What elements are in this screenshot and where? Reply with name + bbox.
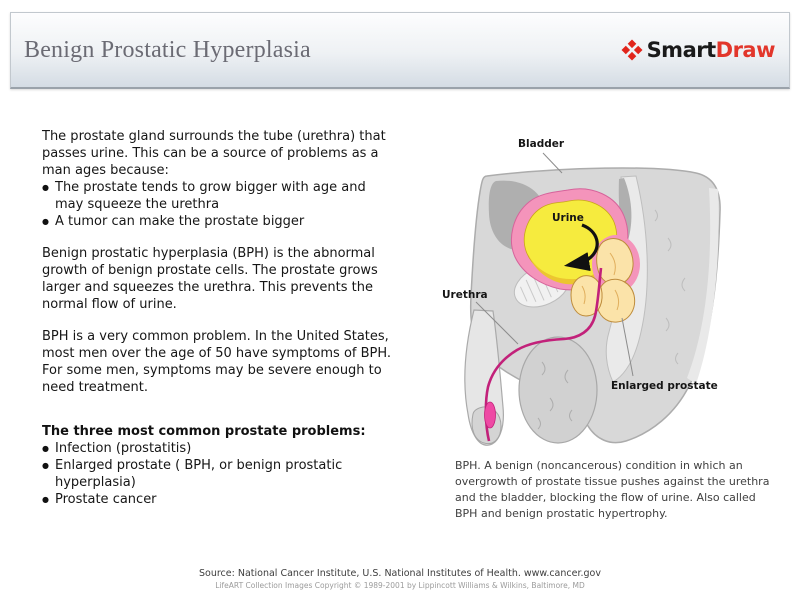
source-line: Source: National Cancer Institute, U.S. National Institutes of Health. www.cancer.gov [198, 568, 601, 579]
smartdraw-logo [621, 38, 775, 62]
copyright-line: LifeART Collection Images Copyright © 1989-2001 by Lippincott Williams & Wilkins, Baltimore, MD [215, 581, 585, 590]
list-item: ● The prostate tends to grow bigger with age and may squeeze the urethra [42, 179, 392, 213]
bullet-list-causes [42, 179, 392, 230]
anatomy-diagram [430, 118, 800, 463]
bullet-list-problems [42, 440, 392, 508]
anatomy-illustration [430, 118, 800, 463]
diagram-caption: BPH. A benign (noncancerous) condition in which an overgrowth of prostate tissue pushes against the urethra and the bladder, blocking the flow of urine. Also called BPH and benign prostatic hypertrophy. [455, 459, 770, 520]
scrotum-shape [519, 337, 597, 443]
logo-text-draw: Draw [715, 38, 775, 62]
list-item: ● A tumor can make the prostate bigger [42, 213, 392, 230]
header-bar [10, 12, 790, 89]
logo-text-smart: Smart [646, 38, 716, 62]
list-item: ● Enlarged prostate ( BPH, or benign prostatic hyperplasia) [42, 457, 392, 491]
list-item: ● Infection (prostatitis) [42, 440, 392, 457]
enlarged-prostate-label: Enlarged prostate [611, 380, 718, 392]
page-title: Benign Prostatic Hyperplasia [24, 36, 311, 63]
diamonds-icon [621, 39, 643, 61]
urethra-label: Urethra [442, 289, 488, 301]
article-text [42, 128, 392, 508]
list-item: ● Prostate cancer [42, 491, 392, 508]
urethra-bulb [485, 402, 496, 428]
footer [0, 567, 800, 591]
paragraph-prevalence: BPH is a very common problem. In the United States, most men over the age of 50 have symptoms of BPH. For some men, symptoms may be severe enough to need treatment. [42, 329, 392, 395]
paragraph-intro: The prostate gland surrounds the tube (urethra) that passes urine. This can be a source of problems as a man ages because: [42, 129, 386, 178]
problems-heading: The three most common prostate problems: [42, 424, 366, 439]
urine-label: Urine [552, 212, 584, 224]
bladder-label: Bladder [518, 138, 565, 150]
paragraph-definition: Benign prostatic hyperplasia (BPH) is the abnormal growth of benign prostate cells. The prostate grows larger and squeezes the urethra. This prevents the normal flow of urine. [42, 246, 378, 312]
